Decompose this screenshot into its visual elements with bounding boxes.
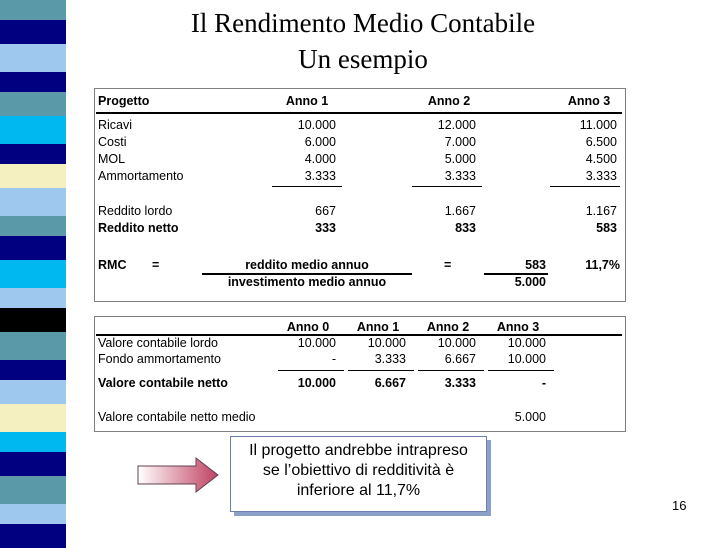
stripe-block — [0, 236, 66, 260]
stripe-block — [0, 44, 66, 72]
table-cell: 10.000 — [297, 118, 336, 132]
row-label: Reddito netto — [98, 221, 179, 235]
table-cell: 3.333 — [585, 169, 617, 183]
table2-cell: 3.333 — [444, 376, 476, 390]
slide-title: Il Rendimento Medio Contabile — [190, 8, 536, 38]
table-cell: 6.500 — [585, 135, 617, 149]
conclusion-callout — [230, 436, 487, 512]
row-label: Costi — [98, 135, 127, 149]
row2-label: Valore contabile netto medio — [98, 410, 256, 424]
stripe-block — [0, 332, 66, 360]
sum2-line-anno-2 — [418, 370, 484, 371]
header2-anno-1: Anno 1 — [356, 320, 400, 334]
table-cell: 3.333 — [444, 169, 476, 183]
header-anno-3: Anno 3 — [567, 94, 611, 108]
table2-cell: - — [541, 376, 546, 390]
stripe-block — [0, 260, 66, 288]
stripe-block — [0, 308, 66, 332]
row-label: Reddito lordo — [98, 204, 173, 218]
sum2-line-anno-1 — [348, 370, 414, 371]
table-cell: 1.667 — [444, 204, 476, 218]
header2-anno-3: Anno 3 — [496, 320, 540, 334]
table2-cell: 10.000 — [507, 352, 546, 366]
stripe-block — [0, 116, 66, 144]
stripe-block — [0, 288, 66, 308]
sum-line-anno-1 — [272, 186, 342, 187]
row-label: Ammortamento — [98, 169, 184, 183]
table-cell: 11.000 — [579, 118, 617, 132]
stripe-block — [0, 20, 66, 44]
row2-label: Valore contabile lordo — [98, 336, 218, 350]
table-cell: 833 — [455, 221, 476, 235]
stripe-block — [0, 432, 66, 452]
stripe-block — [0, 144, 66, 164]
sum-line-anno-2 — [412, 186, 482, 187]
table-cell: 333 — [315, 221, 336, 235]
header2-anno-0: Anno 0 — [286, 320, 330, 334]
rmc-label: RMC — [98, 258, 127, 272]
table2-cell: - — [331, 352, 336, 366]
sum2-line-anno-3 — [488, 370, 554, 371]
stripe-block — [0, 92, 66, 116]
stripe-block — [0, 452, 66, 476]
decorative-side-stripe — [0, 0, 66, 540]
table2-cell: 6.667 — [374, 376, 406, 390]
table-cell: 4.000 — [304, 152, 336, 166]
table2-cell: 3.333 — [374, 352, 406, 366]
stripe-block — [0, 0, 66, 20]
stripe-block — [0, 188, 66, 216]
stripe-block — [0, 72, 66, 92]
header-divider — [96, 112, 622, 114]
stripe-block — [0, 476, 66, 504]
rmc-denominator: investimento medio annuo — [227, 275, 387, 289]
page-number: 16 — [672, 498, 687, 513]
row-label: MOL — [98, 152, 126, 166]
row2-label: Valore contabile netto — [98, 376, 228, 390]
callout-line-2: se l’obiettivo di redditività è — [262, 462, 455, 479]
table2-cell: 10.000 — [297, 376, 336, 390]
stripe-block — [0, 380, 66, 404]
table2-cell: 10.000 — [437, 336, 476, 350]
rmc-numerator-value: 583 — [525, 258, 546, 272]
rmc-equals-1: = — [152, 258, 160, 272]
stripe-block — [0, 164, 66, 188]
header-anno-1: Anno 1 — [285, 94, 329, 108]
table-cell: 583 — [596, 221, 617, 235]
table-cell: 667 — [315, 204, 336, 218]
table2-cell: 10.000 — [297, 336, 336, 350]
table-cell: 4.500 — [585, 152, 617, 166]
stripe-block — [0, 504, 66, 524]
rmc-numerator: reddito medio annuo — [245, 258, 369, 272]
row-label: Ricavi — [98, 118, 133, 132]
table-cell: 5.000 — [444, 152, 476, 166]
callout-line-1: Il progetto andrebbe intrapreso — [249, 442, 468, 459]
table2-cell: 5.000 — [514, 410, 546, 424]
table-cell: 1.167 — [585, 204, 617, 218]
stripe-block — [0, 524, 66, 548]
stripe-block — [0, 216, 66, 236]
sum-line-anno-3 — [550, 186, 620, 187]
table-cell: 3.333 — [304, 169, 336, 183]
callout-line-3: inferiore al 11,7% — [296, 482, 421, 499]
table-cell: 7.000 — [444, 135, 476, 149]
table2-cell: 6.667 — [444, 352, 476, 366]
row2-label: Fondo ammortamento — [98, 352, 221, 366]
stripe-block — [0, 404, 66, 432]
header-progetto: Progetto — [98, 94, 150, 108]
slide-subtitle: Un esempio — [298, 44, 428, 74]
table2-cell: 10.000 — [367, 336, 406, 350]
table-cell: 12.000 — [437, 118, 476, 132]
rmc-equals-2: = — [444, 258, 452, 272]
table2-cell: 10.000 — [507, 336, 546, 350]
arrow-right-icon — [134, 454, 224, 496]
table-cell: 6.000 — [304, 135, 336, 149]
rmc-denominator-value: 5.000 — [514, 275, 546, 289]
header2-anno-2: Anno 2 — [426, 320, 470, 334]
sum2-line-anno-0 — [278, 370, 344, 371]
rmc-result: 11,7% — [585, 258, 620, 272]
stripe-block — [0, 360, 66, 380]
header-anno-2: Anno 2 — [427, 94, 471, 108]
